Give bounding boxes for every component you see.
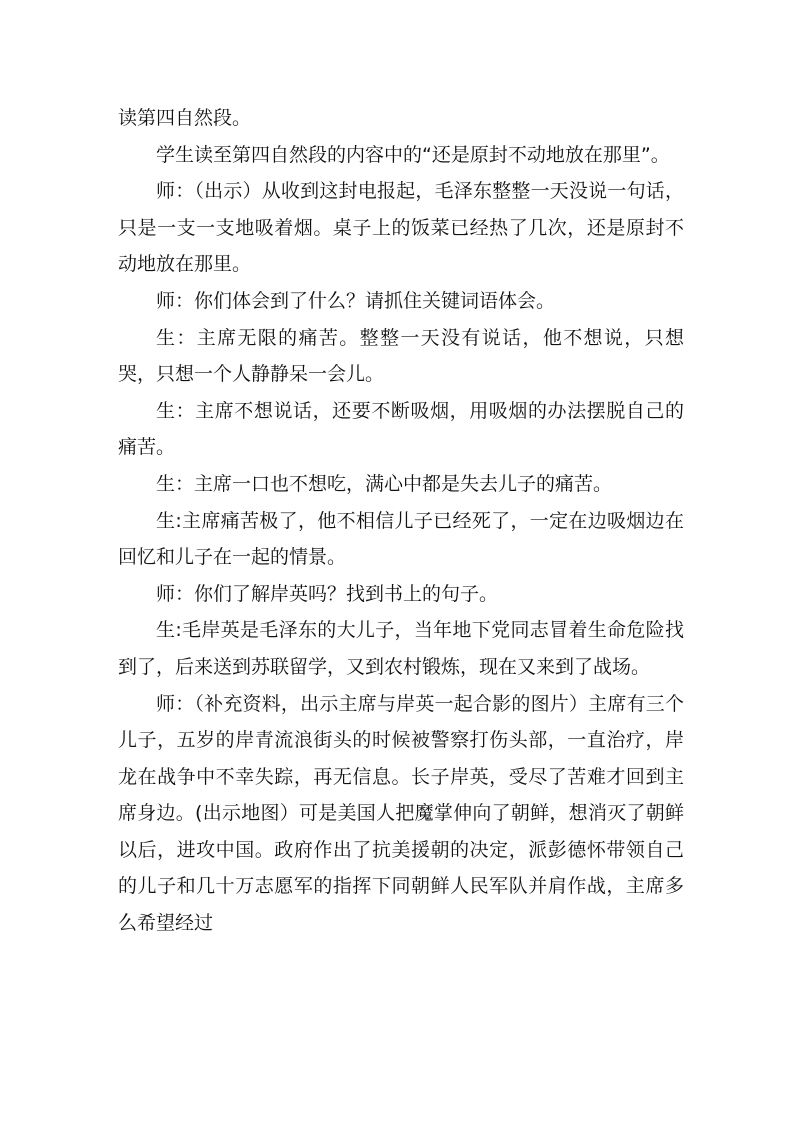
paragraph-7: 生：主席一口也不想吃，满心中都是失去儿子的痛苦。: [156, 472, 613, 495]
paragraph-1: 读第四自然段。: [118, 107, 252, 129]
paragraph-9: 师：你们了解岸英吗？找到书上的句子。: [156, 582, 499, 605]
paragraph-2: 学生读至第四自然段的内容中的“还是原封不动地放在那里”。: [156, 143, 670, 166]
paragraph-8: 生:主席痛苦极了，他不相信儿子已经死了，一定在边吸烟边在回忆和儿子在一起的情景。: [118, 509, 684, 569]
paragraph-5: 生：主席无限的痛苦。整整一天没有说话，他不想说，只想哭，只想一个人静静呆一会儿。: [118, 326, 684, 386]
paragraph-11: 师：（补充资料，出示主席与岸英一起合影的图片）主席有三个儿子，五岁的岸青流浪街头的时候被警察打伤头部，一直治疗，岸龙在战争中不幸失踪，再无信息。长子岸英，受尽了苦难才回到主席身边。(出示地图）可是美国人把魔掌伸向了朝鲜，想消灭了朝鲜以后，进攻中国。政府作出了抗美援朝的决定，派彭德怀带领自己的儿子和几十万志愿军的指挥下同朝鲜人民军队并肩作战，主席多么希望经过: [118, 692, 684, 935]
paragraph-3: 师：（出示）从收到这封电报起，毛泽东整整一天没说一句话，只是一支一支地吸着烟。桌子上的饭菜已经热了几次，还是原封不动地放在那里。: [118, 180, 684, 276]
paragraph-10: 生:毛岸英是毛泽东的大儿子，当年地下党同志冒着生命危险找到了，后来送到苏联留学，又到农村锻炼，现在又来到了战场。: [118, 619, 684, 678]
paragraph-4: 师：你们体会到了什么？请抓住关键词语体会。: [156, 289, 556, 312]
document-body: [118, 100, 684, 942]
paragraph-6: 生：主席不想说话，还要不断吸烟，用吸烟的办法摆脱自己的痛苦。: [118, 399, 684, 459]
